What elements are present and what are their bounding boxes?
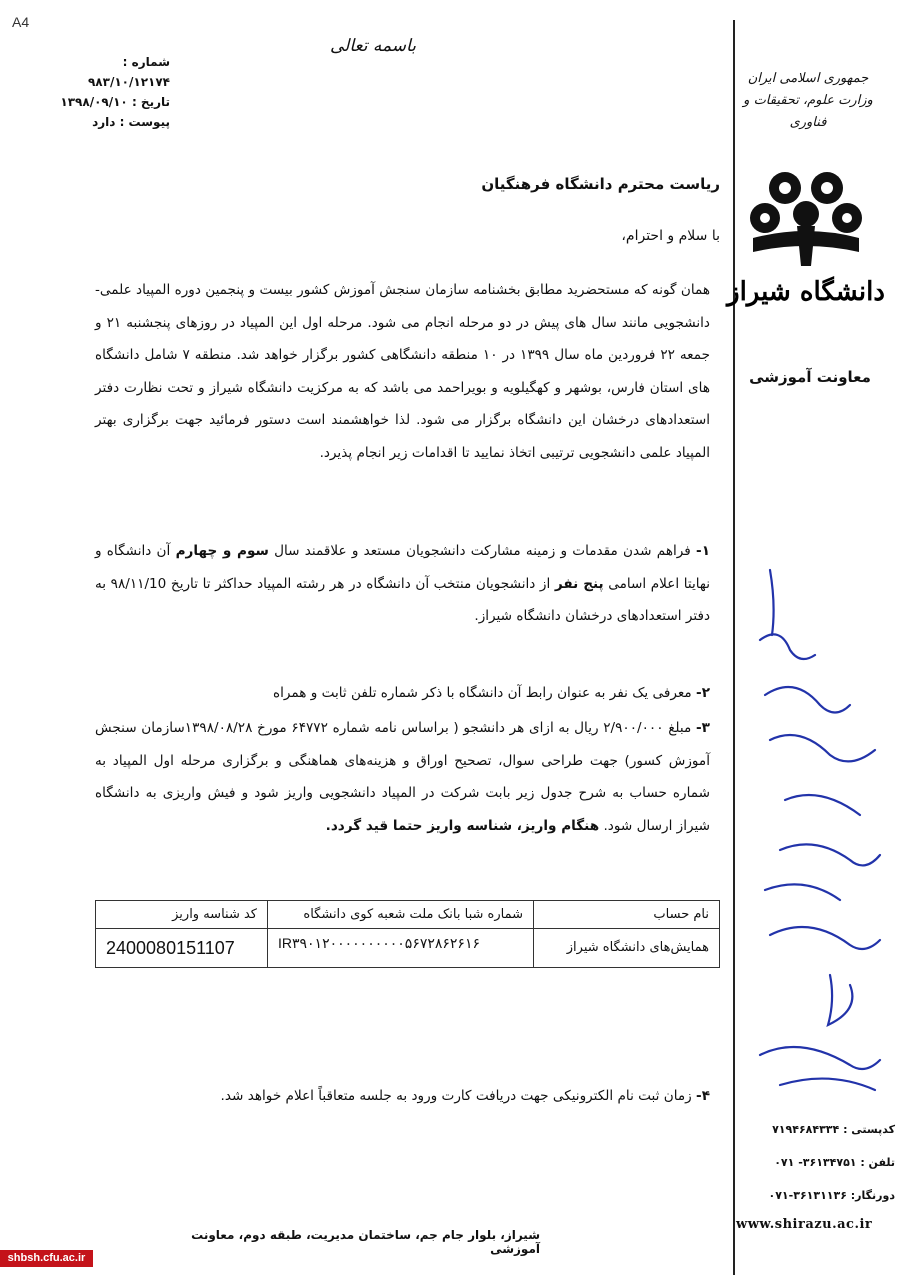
- item-1-part-2: آن دانشگاه و نهایتا اعلام اسامی: [95, 543, 710, 592]
- date-label: تاریخ :: [131, 95, 170, 109]
- item-2: [95, 677, 710, 710]
- payment-table: [95, 900, 720, 968]
- header-deposit-code: کد شناسه واریز: [96, 901, 268, 929]
- basmala-heading: باسمه تعالی: [330, 36, 416, 56]
- site-watermark: shbsh.cfu.ac.ir: [0, 1250, 93, 1267]
- item-4-text: زمان ثبت نام الکترونیکی جهت دریافت کارت ورود به جلسه متعاقباً اعلام خواهد شد.: [220, 1088, 692, 1104]
- item-3: [95, 712, 710, 842]
- item-3-bold-note: هنگام واریز، شناسه واریز حتما قید گردد.: [325, 817, 600, 834]
- letter-metadata: [30, 52, 170, 132]
- item-1-number: ۱-: [696, 543, 711, 559]
- postal-code: کدپستی : ۷۱۹۴۶۸۴۳۳۴: [772, 1123, 895, 1136]
- item-2-number: ۲-: [696, 685, 710, 701]
- item-1-bold-count: پنج نفر: [554, 575, 604, 592]
- phone-number: تلفن : ۳۶۱۳۴۷۵۱- ۰۷۱: [774, 1156, 895, 1169]
- item-3-text: مبلغ ۲/۹۰۰/۰۰۰ ریال به ازای هر دانشجو ( براساس نامه شماره ۶۴۷۷۲ مورخ ۱۳۹۸/۰۸/۲۸سازمان سنجش آموزش کسور) جهت طراحی سوال، تصحیح اوراق و هزینه‌های هماهنگی و برگزاری مرحله اول المپیاد به شماره حساب به شرح جدول زیر بابت شرکت در المپیاد دانشجویی واریز شود و فیش واریزی به دانشگاه شیراز ارسال شود.: [95, 720, 710, 834]
- table-row: [96, 901, 720, 929]
- ministry-line-2: وزارت علوم، تحقیقات و فناوری: [743, 93, 873, 130]
- handwritten-annotation-icon: [740, 555, 890, 1115]
- item-4: [95, 1080, 710, 1113]
- item-3-number: ۳-: [696, 720, 710, 736]
- cell-deposit-code: 2400080151107: [106, 938, 235, 958]
- ministry-line-1: جمهوری اسلامی ایران: [747, 71, 869, 86]
- item-1: [95, 535, 710, 633]
- number-label: شماره :: [122, 55, 170, 69]
- date-value: ۱۳۹۸/۰۹/۱۰: [60, 95, 128, 109]
- footer-address: شیراز، بلوار جام جم، ساختمان مدیریت، طبقه دوم، معاونت آموزشی: [191, 1228, 540, 1256]
- greeting-line: با سلام و احترام،: [621, 228, 720, 244]
- item-1-part-1: فراهم شدن مقدمات و زمینه مشارکت دانشجویان مستعد و علاقمند سال: [274, 543, 691, 559]
- cell-sheba-number: IR۳۹۰۱۲۰۰۰۰۰۰۰۰۰۰۵۶۷۲۸۶۲۶۱۶: [278, 935, 480, 951]
- item-1-part-3: از دانشجویان منتخب آن دانشگاه در هر رشته المپیاد حداکثر تا تاریخ ۹۸/۱۱/10 به دفتر استعدادهای درخشان دانشگاه شیراز.: [95, 575, 710, 624]
- item-4-number: ۴-: [696, 1088, 710, 1104]
- recipient-line: ریاست محترم دانشگاه فرهنگیان: [481, 175, 720, 193]
- website-link[interactable]: www.shirazu.ac.ir: [736, 1217, 873, 1232]
- logo-wordmark: دانشگاه شیراز: [727, 277, 885, 307]
- number-value: ۹۸۳/۱۰/۱۲۱۷۴: [87, 75, 170, 89]
- header-account-name: نام حساب: [534, 901, 720, 929]
- item-2-text: معرفی یک نفر به عنوان رابط آن دانشگاه با ذکر شماره تلفن ثابت و همراه: [272, 685, 692, 701]
- department-name: معاونت آموزشی: [749, 368, 871, 386]
- table-row: [96, 929, 720, 968]
- paper-size-label: A4: [12, 14, 30, 30]
- shiraz-university-logo-icon: [727, 166, 885, 316]
- attachment-label: پیوست : دارد: [92, 115, 170, 129]
- cell-account-name: همایش‌های دانشگاه شیراز: [534, 929, 720, 968]
- item-1-bold-years: سوم و چهارم: [175, 543, 269, 559]
- letter-body-paragraph: همان گونه که مستحضرید مطابق بخشنامه سازمان سنجش آموزش کشور بیست و پنجمین دوره المپیاد علمی- دانشجویی مانند سال های پیش در دو مرحله انجام می شود. مرحله اول این المپیاد در روزهای پنجشنبه ۲۱ و جمعه ۲۲ فروردین ماه سال ۱۳۹۹ در ۱۰ منطقه دانشگاهی کشور برگزار خواهد شد. منطقه ۷ شامل دانشگاه های استان فارس، بوشهر و کهگیلویه و بویراحمد می باشد که به مرکزیت دانشگاه شیراز و تحت نظارت دفتر استعدادهای درخشان این دانشگاه برگزار می شود. لذا خواهشمند است دستور فرمائید جهت برگزاری بهتر المپیاد علمی دانشجویی ترتیبی اتخاذ نمایید تا اقدامات زیر انجام پذیرد.: [95, 282, 710, 461]
- ministry-heading: [742, 68, 874, 134]
- vertical-divider: [733, 20, 735, 1275]
- fax-number: دورنگار: ۳۶۱۳۱۱۳۶-۰۷۱: [768, 1189, 895, 1202]
- header-sheba-number: شماره شبا بانک ملت شعبه کوی دانشگاه: [268, 901, 534, 929]
